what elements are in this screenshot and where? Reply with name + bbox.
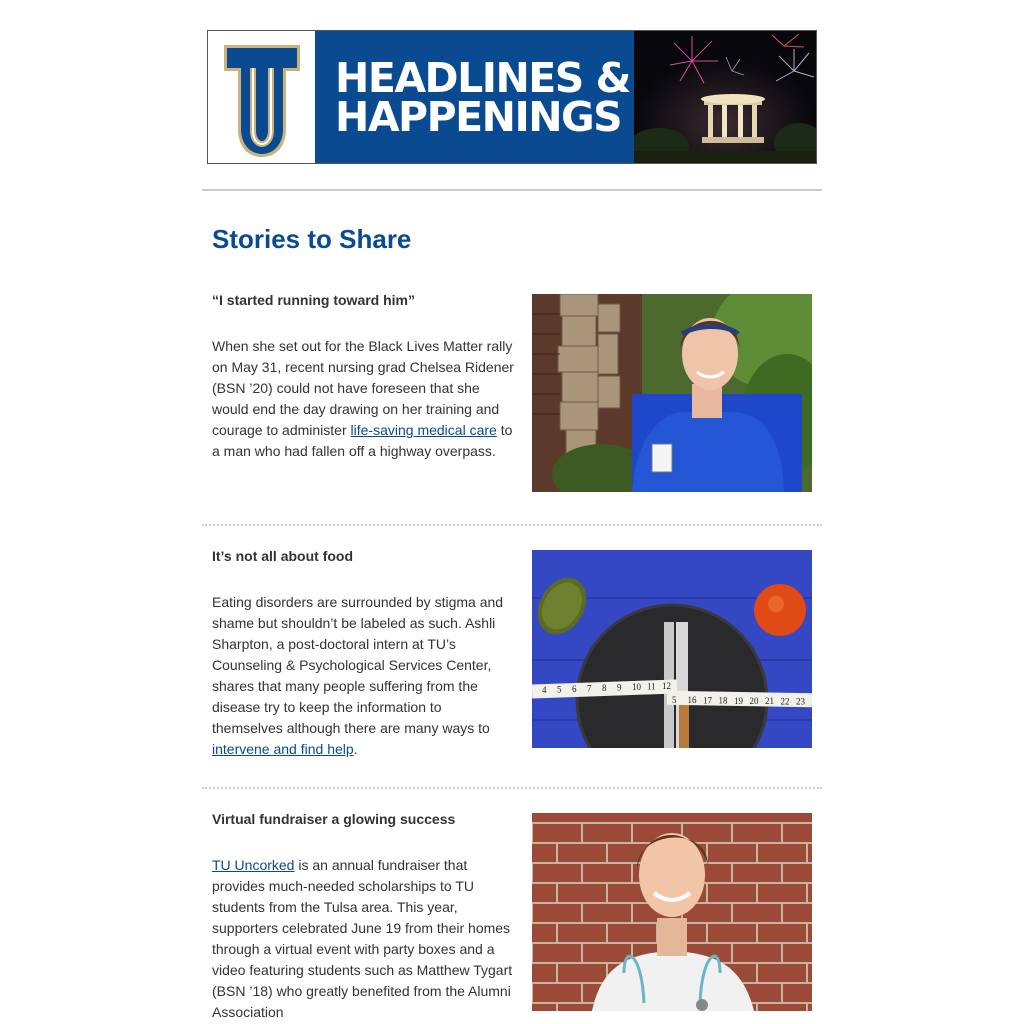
story-card <box>212 548 812 758</box>
banner-title-line2: HAPPENINGS <box>335 93 622 141</box>
tape-number: 20 <box>749 696 759 706</box>
banner-title <box>335 54 630 141</box>
tape-number: 10 <box>632 682 641 692</box>
tu-logo <box>208 31 315 163</box>
student-photo[interactable] <box>532 813 812 1011</box>
story-headline: “I started running toward him” <box>212 292 416 308</box>
fireworks-photo <box>634 31 816 163</box>
banner-title-line1: HEADLINES & <box>335 54 630 102</box>
tape-number: 5 <box>672 695 677 705</box>
tape-number: 12 <box>662 681 671 691</box>
tape-number: 4 <box>542 685 547 695</box>
tape-number: 18 <box>718 695 728 706</box>
tape-number: 16 <box>687 695 697 706</box>
header-banner[interactable] <box>207 30 817 164</box>
tape-number: 7 <box>587 683 592 694</box>
tape-number: 22 <box>780 696 790 707</box>
tape-number: 9 <box>617 682 622 693</box>
tape-number: 21 <box>765 696 774 707</box>
tape-number: 17 <box>703 695 712 706</box>
story-body <box>212 855 514 1023</box>
story-link[interactable]: TU Uncorked <box>212 857 295 873</box>
tape-number: 11 <box>647 681 656 692</box>
tape-number: 23 <box>796 696 805 707</box>
tape-number: 6 <box>572 684 577 694</box>
story-card <box>212 292 812 502</box>
nurse-photo[interactable] <box>532 294 812 492</box>
headlines-title-block <box>315 31 634 163</box>
story-link[interactable]: life-saving medical care <box>350 422 497 438</box>
tape-number: 5 <box>557 684 562 695</box>
story-body-text: to a man who had fallen off a highway overpass. <box>212 422 513 459</box>
story-headline: It’s not all about food <box>212 548 354 564</box>
header-divider <box>202 189 822 191</box>
story-card <box>212 811 812 1024</box>
story-body <box>212 592 514 760</box>
story-body-text: When she set out for the Black Lives Matter rally on May 31, recent nursing grad Chelsea Ridener (BSN ’20) could not have foreseen that she would end the day drawing on her training and courage to administer <box>212 338 514 438</box>
story-body <box>212 336 514 462</box>
story-headline: Virtual fundraiser a glowing success <box>212 811 456 827</box>
plate-photo[interactable] <box>532 550 812 748</box>
story-divider <box>202 787 822 789</box>
story-body-text: . <box>353 741 358 757</box>
section-title: Stories to Share <box>212 224 412 254</box>
story-body-text: is an annual fundraiser that provides much-needed scholarships to TU students from the Tulsa area. This year, supporters celebrated June 19 from their homes through a virtual event with party boxes and a video featuring students such as Matthew Tygart (BSN ’18) who greatly benefited from the Alumni Association <box>212 857 513 1020</box>
story-link[interactable]: intervene and find help <box>212 741 354 757</box>
tape-number: 8 <box>602 683 607 693</box>
story-body-text: Eating disorders are surrounded by stigma and shame but shouldn’t be labeled as such. Ashli Sharpton, a post-doctoral intern at TU’s Counseling & Psychological Services Center, shares that many people suffering from the disease try to keep the information to themselves although there are many ways to <box>212 594 504 736</box>
story-divider <box>202 524 822 526</box>
tape-number: 19 <box>734 695 743 706</box>
